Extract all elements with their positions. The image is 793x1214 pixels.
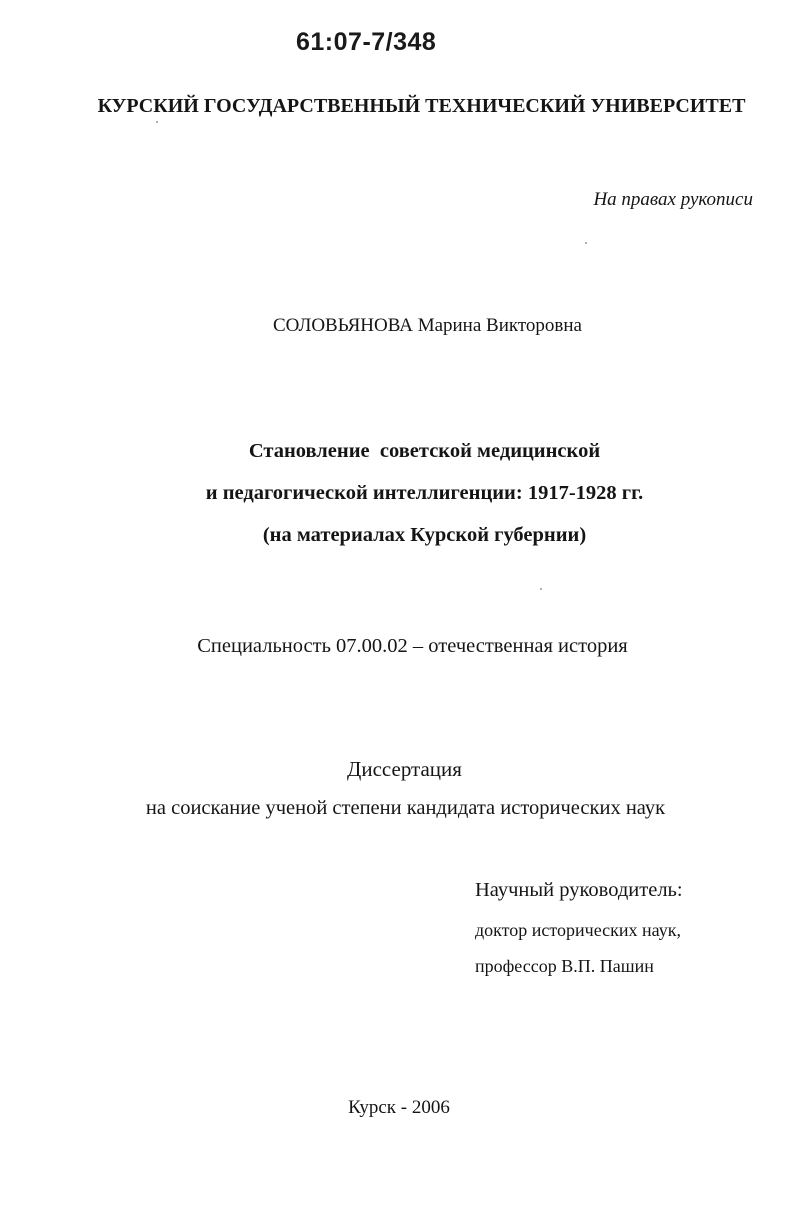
catalog-number: 61:07-7/348 <box>296 28 437 56</box>
dissertation-type: Диссертация <box>347 757 462 781</box>
dissertation-title <box>0 430 793 556</box>
author-name: СОЛОВЬЯНОВА Марина Викторовна <box>273 315 582 336</box>
scan-speck <box>540 588 542 590</box>
manuscript-note: На правах рукописи <box>593 189 753 210</box>
title-line: (на материалах Курской губернии) <box>262 524 587 546</box>
specialty: Специальность 07.00.02 – отечественная история <box>197 635 628 657</box>
dissertation-degree: на соискание ученой степени кандидата исторических наук <box>145 797 666 819</box>
scan-speck <box>585 242 587 244</box>
title-line: Становление советской медицинской <box>248 440 601 462</box>
scan-speck <box>156 121 158 123</box>
supervisor-degree: доктор исторических наук, <box>475 920 681 940</box>
place-year: Курск - 2006 <box>348 1097 450 1118</box>
supervisor-heading: Научный руководитель: <box>475 879 683 901</box>
university-name: КУРСКИЙ ГОСУДАРСТВЕННЫЙ ТЕХНИЧЕСКИЙ УНИВЕРСИТЕТ <box>97 95 746 117</box>
title-line: и педагогической интеллигенции: 1917-1928 гг. <box>205 482 644 504</box>
supervisor-name: профессор В.П. Пашин <box>475 956 654 976</box>
